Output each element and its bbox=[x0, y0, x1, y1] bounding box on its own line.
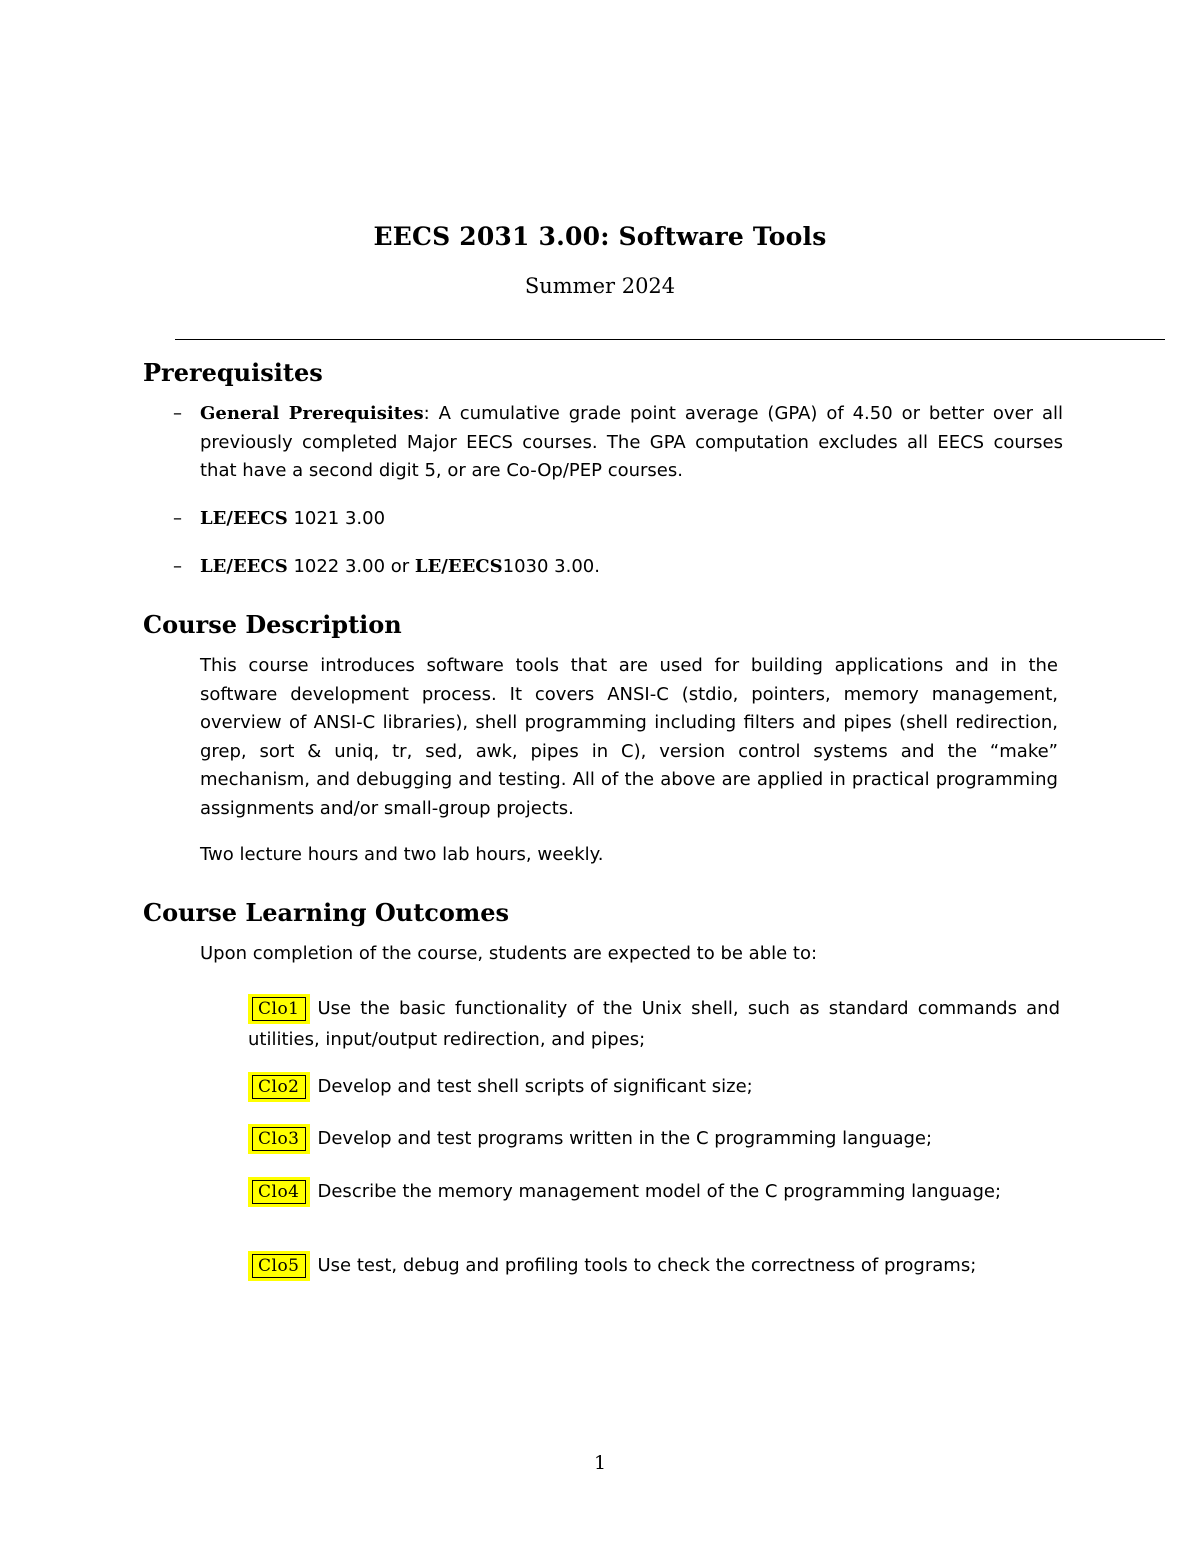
prerequisite-label: LE/EECS bbox=[200, 556, 288, 577]
prerequisite-description: 1030 3.00. bbox=[502, 556, 600, 577]
course-hours-paragraph: Two lecture hours and two lab hours, weekly. bbox=[200, 844, 604, 865]
prerequisite-item bbox=[173, 553, 1063, 582]
outcome-text: Use the basic functionality of the Unix shell, such as standard commands and utilities, input/output redirection, and pipes; bbox=[248, 998, 1060, 1050]
outcome-badge bbox=[248, 1251, 310, 1281]
prerequisites-heading: Prerequisites bbox=[143, 358, 323, 387]
prerequisite-text bbox=[200, 400, 1063, 486]
outcome-text: Develop and test programs written in the C programming language; bbox=[317, 1128, 933, 1149]
prerequisite-item bbox=[173, 400, 1063, 486]
learning-outcome-item bbox=[248, 1123, 1060, 1154]
outcome-text: Use test, debug and profiling tools to check the correctness of programs; bbox=[317, 1255, 977, 1276]
outcome-text: Develop and test shell scripts of significant size; bbox=[317, 1076, 753, 1097]
prerequisite-label: LE/EECS bbox=[200, 508, 288, 529]
prerequisite-text bbox=[200, 505, 1063, 534]
prerequisite-item bbox=[173, 505, 1063, 534]
outcome-badge bbox=[248, 994, 310, 1024]
prerequisite-description: 1022 3.00 or bbox=[287, 556, 415, 577]
page-number: 1 bbox=[593, 1452, 607, 1474]
prerequisite-label: LE/EECS bbox=[414, 556, 503, 577]
list-dash: – bbox=[173, 556, 182, 577]
outcome-label: Clo3 bbox=[252, 1127, 306, 1151]
outcome-text: Describe the memory management model of the C programming language; bbox=[317, 1181, 1002, 1202]
learning-outcome-item bbox=[248, 1071, 1060, 1102]
prerequisite-text bbox=[200, 553, 1063, 582]
outcome-badge bbox=[248, 1177, 310, 1207]
course-title: EECS 2031 3.00: Software Tools bbox=[373, 222, 827, 251]
outcome-label: Clo1 bbox=[252, 997, 306, 1021]
outcome-badge bbox=[248, 1072, 310, 1102]
outcome-label: Clo4 bbox=[252, 1180, 306, 1204]
list-dash: – bbox=[173, 403, 182, 424]
learning-outcome-item bbox=[248, 1176, 1060, 1207]
learning-outcomes-heading: Course Learning Outcomes bbox=[143, 898, 510, 927]
list-dash: – bbox=[173, 508, 182, 529]
horizontal-rule bbox=[175, 339, 1165, 340]
course-description-paragraph: This course introduces software tools that are used for building applications and in the software development process. It covers ANSI-C (stdio, pointers, memory management, overview of ANSI-C libraries), shell programming including filters and pipes (shell redirection, grep, sort & uniq, tr, sed, awk, pipes in C), version control systems and the “make” mechanism, and debugging and testing. All of the above are applied in practical programming assignments and/or small-group projects. bbox=[200, 655, 1058, 819]
prerequisite-label: General Prerequisites bbox=[200, 403, 424, 424]
learning-outcomes-intro: Upon completion of the course, students are expected to be able to: bbox=[200, 943, 818, 964]
learning-outcome-item bbox=[248, 1250, 1060, 1281]
outcome-badge bbox=[248, 1124, 310, 1154]
outcome-label: Clo5 bbox=[252, 1254, 306, 1278]
course-term: Summer 2024 bbox=[524, 274, 676, 298]
outcome-label: Clo2 bbox=[252, 1075, 306, 1099]
learning-outcome-item bbox=[248, 993, 1060, 1055]
course-description-heading: Course Description bbox=[143, 610, 402, 639]
prerequisite-description: : A cumulative grade point average (GPA) of 4.50 or better over all previously completed Major EECS courses. The GPA computation excludes all EECS courses that have a second digit 5, or are Co-Op/PEP courses. bbox=[200, 403, 1063, 481]
prerequisite-description: 1021 3.00 bbox=[287, 508, 386, 529]
